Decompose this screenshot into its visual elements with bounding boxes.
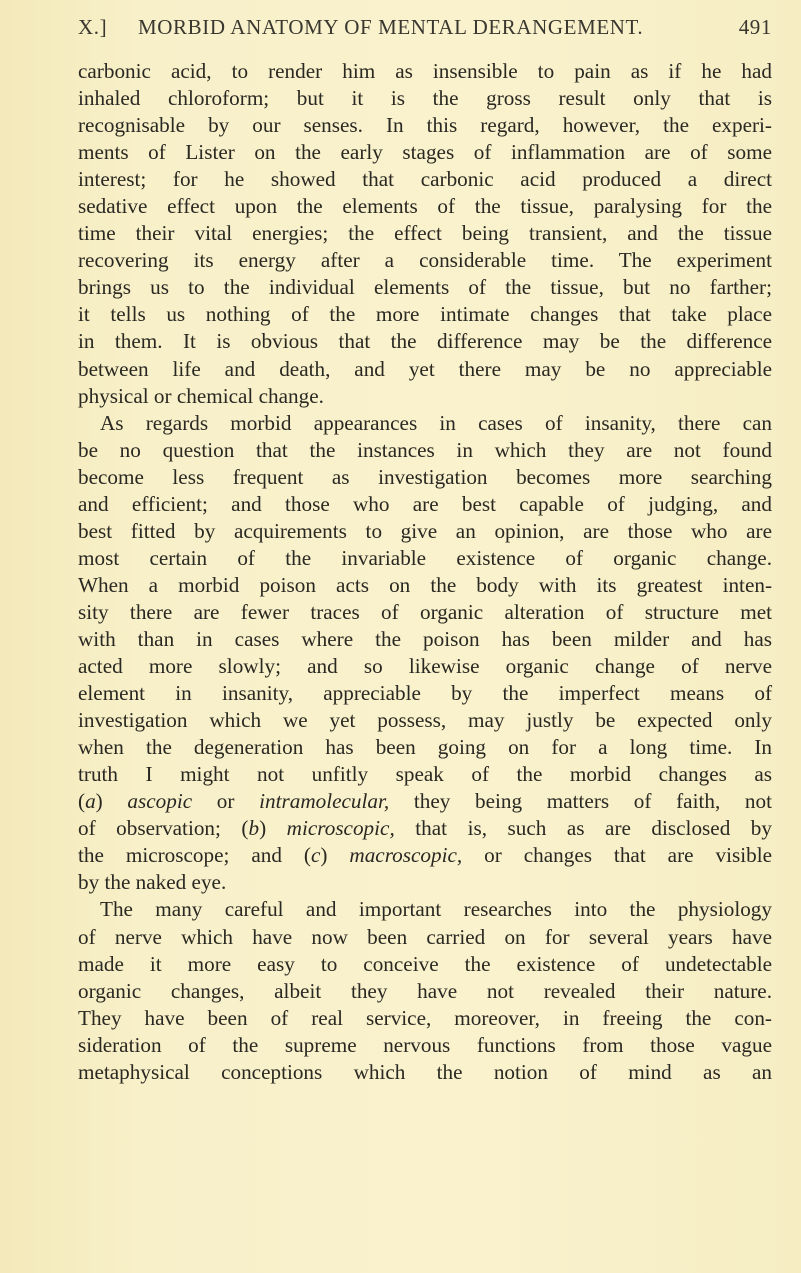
text-line: between life and death, and yet there may be no appreciable [78, 356, 772, 381]
text-line: made it more easy to conceive the existence of undetectable [78, 951, 772, 976]
text-segment: ) [95, 789, 128, 814]
running-title: MORBID ANATOMY OF MENTAL DERANGEMENT. [138, 15, 644, 39]
text-line: investigation which we yet possess, may justly be expected only [78, 708, 772, 733]
text-line: interest; for he showed that carbonic acid produced a direct [78, 167, 772, 192]
text-segment: ) [320, 843, 350, 868]
text-line [78, 815, 772, 842]
text-line: recognisable by our senses. In this regard, however, the experi- [78, 113, 772, 138]
text-line: be no question that the instances in which they are not found [78, 437, 772, 462]
text-line: sedative effect upon the elements of the tissue, paralysing for the [78, 194, 772, 219]
text-segment: or [192, 789, 260, 814]
text-line: truth I might not unfitly speak of the morbid changes as [78, 762, 772, 787]
running-head [78, 15, 772, 45]
text-line: element in insanity, appreciable by the imperfect means of [78, 681, 772, 706]
text-line: brings us to the individual elements of the tissue, but no farther; [78, 275, 772, 300]
text-line: in them. It is obvious that the difference may be the difference [78, 329, 772, 354]
text-line: When a morbid poison acts on the body with its greatest inten- [78, 572, 772, 597]
text-line: most certain of the invariable existence of organic change. [78, 545, 772, 570]
text-line: sity there are fewer traces of organic alteration of structure met [78, 599, 772, 624]
text-line [78, 842, 772, 869]
text-segment: of observation; ( [78, 816, 249, 841]
text-line: time their vital energies; the effect being transient, and the tissue [78, 221, 772, 246]
text-line: ments of Lister on the early stages of inflammation are of some [78, 140, 772, 165]
italic-term: intramolecular, [259, 789, 390, 814]
text-segment: the microscope; and ( [78, 843, 311, 868]
text-line: and efficient; and those who are best capable of judging, and [78, 491, 772, 516]
text-line: inhaled chloroform; but it is the gross result only that is [78, 86, 772, 111]
text-line [78, 788, 772, 815]
text-line: acted more slowly; and so likewise organic change of nerve [78, 654, 772, 679]
italic-term: b [248, 816, 260, 841]
body-text [78, 58, 772, 1086]
text-segment: they being matters of faith, not [389, 789, 772, 814]
text-line: recovering its energy after a considerable time. The experiment [78, 248, 772, 273]
text-line: with than in cases where the poison has been milder and has [78, 626, 772, 651]
text-line: it tells us nothing of the more intimate changes that take place [78, 302, 772, 327]
italic-term: microscopic, [286, 816, 395, 841]
text-line: They have been of real service, moreover, in freeing the con- [78, 1005, 772, 1030]
text-line: of nerve which have now been carried on for several years have [78, 924, 772, 949]
text-line: carbonic acid, to render him as insensible to pain as if he had [78, 59, 772, 83]
text-line: best fitted by acquirements to give an opinion, are those who are [78, 518, 772, 543]
text-line: metaphysical conceptions which the notion of mind as an [78, 1059, 772, 1084]
section-number: X.] [78, 15, 108, 39]
text-line: when the degeneration has been going on for a long time. In [78, 735, 772, 760]
text-line: As regards morbid appearances in cases of insanity, there can [100, 410, 772, 435]
text-line: The many careful and important researches into the physiology [100, 897, 772, 922]
italic-term: c [310, 843, 321, 868]
text-line: organic changes, albeit they have not revealed their nature. [78, 978, 772, 1003]
text-line: become less frequent as investigation becomes more searching [78, 464, 772, 489]
italic-term: a [85, 789, 96, 814]
text-segment: or changes that are visible [462, 843, 772, 868]
italic-term: ascopic [127, 789, 193, 814]
text-segment: ) [259, 816, 287, 841]
text-line: by the naked eye. [78, 870, 227, 895]
text-segment: ( [78, 789, 86, 814]
text-segment: that is, such as are disclosed by [394, 816, 772, 841]
text-line: sideration of the supreme nervous functions from those vague [78, 1032, 772, 1057]
italic-term: macroscopic, [349, 843, 463, 868]
text-line: physical or chemical change. [78, 383, 324, 408]
page-number: 491 [738, 15, 772, 39]
